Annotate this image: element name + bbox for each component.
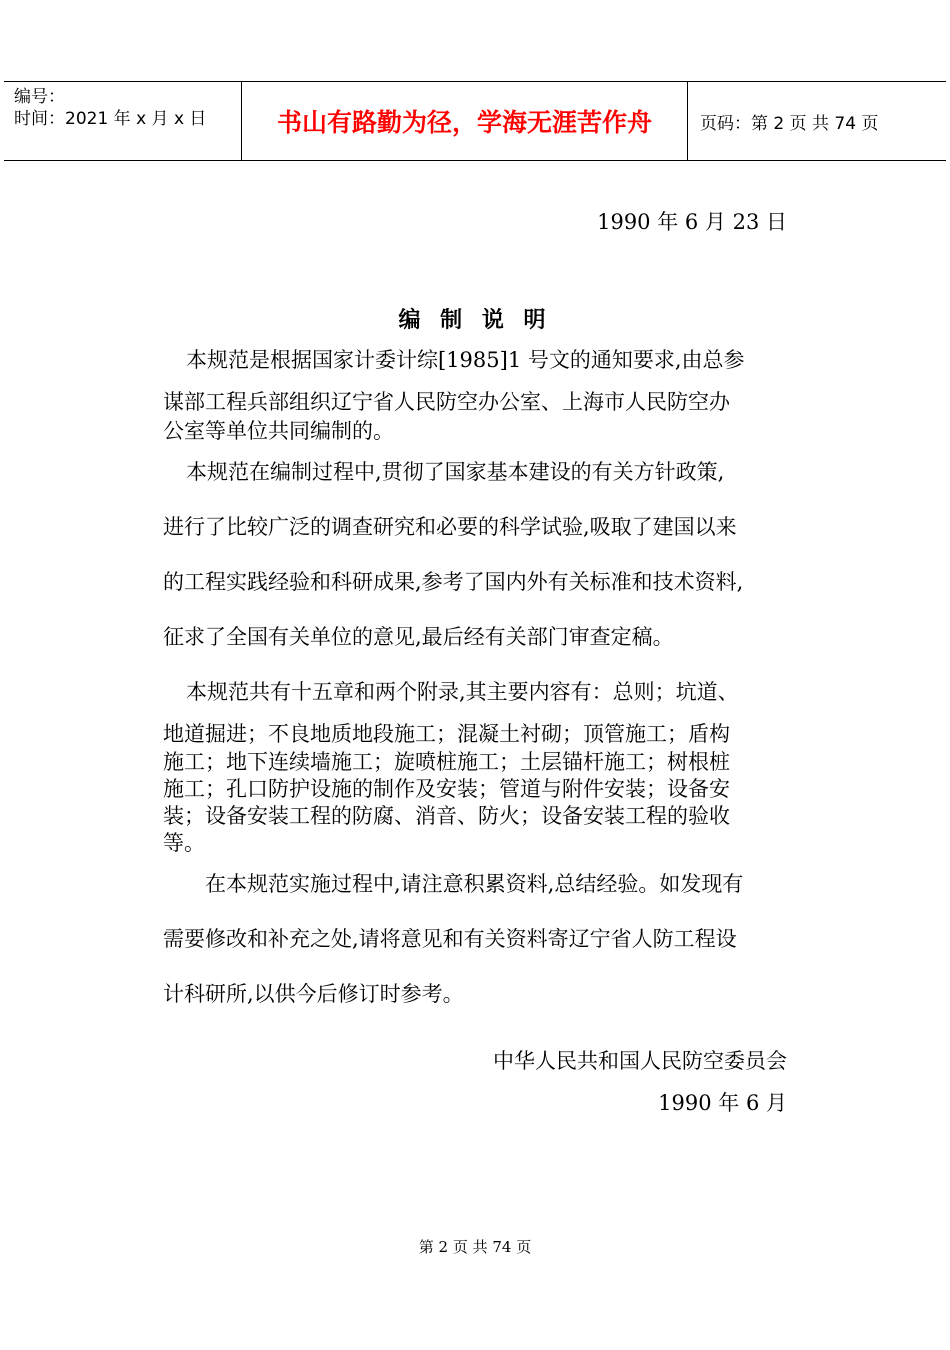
paragraph-line: 本规范是根据国家计委计综[1985]1 号文的通知要求,由总参	[186, 348, 745, 372]
paragraph-line: 征求了全国有关单位的意见,最后经有关部门审查定稿。	[163, 625, 674, 649]
paragraph-line: 计科研所,以供今后修订时参考。	[163, 982, 464, 1006]
number-label: 编号：	[14, 87, 65, 107]
paragraph-line: 施工；地下连续墙施工；旋喷桩施工；土层锚杆施工；树根桩	[163, 750, 730, 774]
signature-date: 1990 年 6 月	[658, 1091, 787, 1115]
paragraph-line: 本规范在编制过程中,贯彻了国家基本建设的有关方针政策,	[186, 460, 725, 484]
time-label: 时间：2021 年 x 月 x 日	[14, 109, 207, 129]
paragraph-line: 地道掘进；不良地质地段施工；混凝土衬砌；顶管施工；盾构	[163, 722, 730, 746]
paragraph-line: 施工；孔口防护设施的制作及安装；管道与附件安装；设备安	[163, 777, 730, 801]
signature-org: 中华人民共和国人民防空委员会	[493, 1049, 787, 1073]
page-footer: 第 2 页 共 74 页	[418, 1238, 532, 1256]
paragraph-line: 需要修改和补充之处,请将意见和有关资料寄辽宁省人防工程设	[163, 927, 737, 951]
paragraph-line: 在本规范实施过程中,请注意积累资料,总结经验。如发现有	[205, 872, 744, 896]
header-meta	[4, 82, 242, 160]
paragraph-line: 进行了比较广泛的调查研究和必要的科学试验,吸取了建国以来	[163, 515, 737, 539]
paragraph-line: 谋部工程兵部组织辽宁省人民防空办公室、上海市人民防空办	[163, 390, 730, 414]
page-header	[4, 81, 946, 161]
paragraph-line: 本规范共有十五章和两个附录,其主要内容有：总则；坑道、	[186, 680, 739, 704]
paragraph-line: 装；设备安装工程的防腐、消音、防火；设备安装工程的验收	[163, 804, 730, 828]
header-page-info: 页码：第 2 页 共 74 页	[700, 113, 879, 134]
document-date: 1990 年 6 月 23 日	[597, 210, 787, 234]
header-motto: 书山有路勤为径，学海无涯苦作舟	[242, 82, 688, 160]
paragraph-line: 等。	[163, 831, 205, 855]
paragraph-line: 公室等单位共同编制的。	[163, 419, 394, 443]
paragraph-line: 的工程实践经验和科研成果,参考了国内外有关标准和技术资料,	[163, 570, 744, 594]
section-title: 编 制 说 明	[398, 307, 552, 333]
